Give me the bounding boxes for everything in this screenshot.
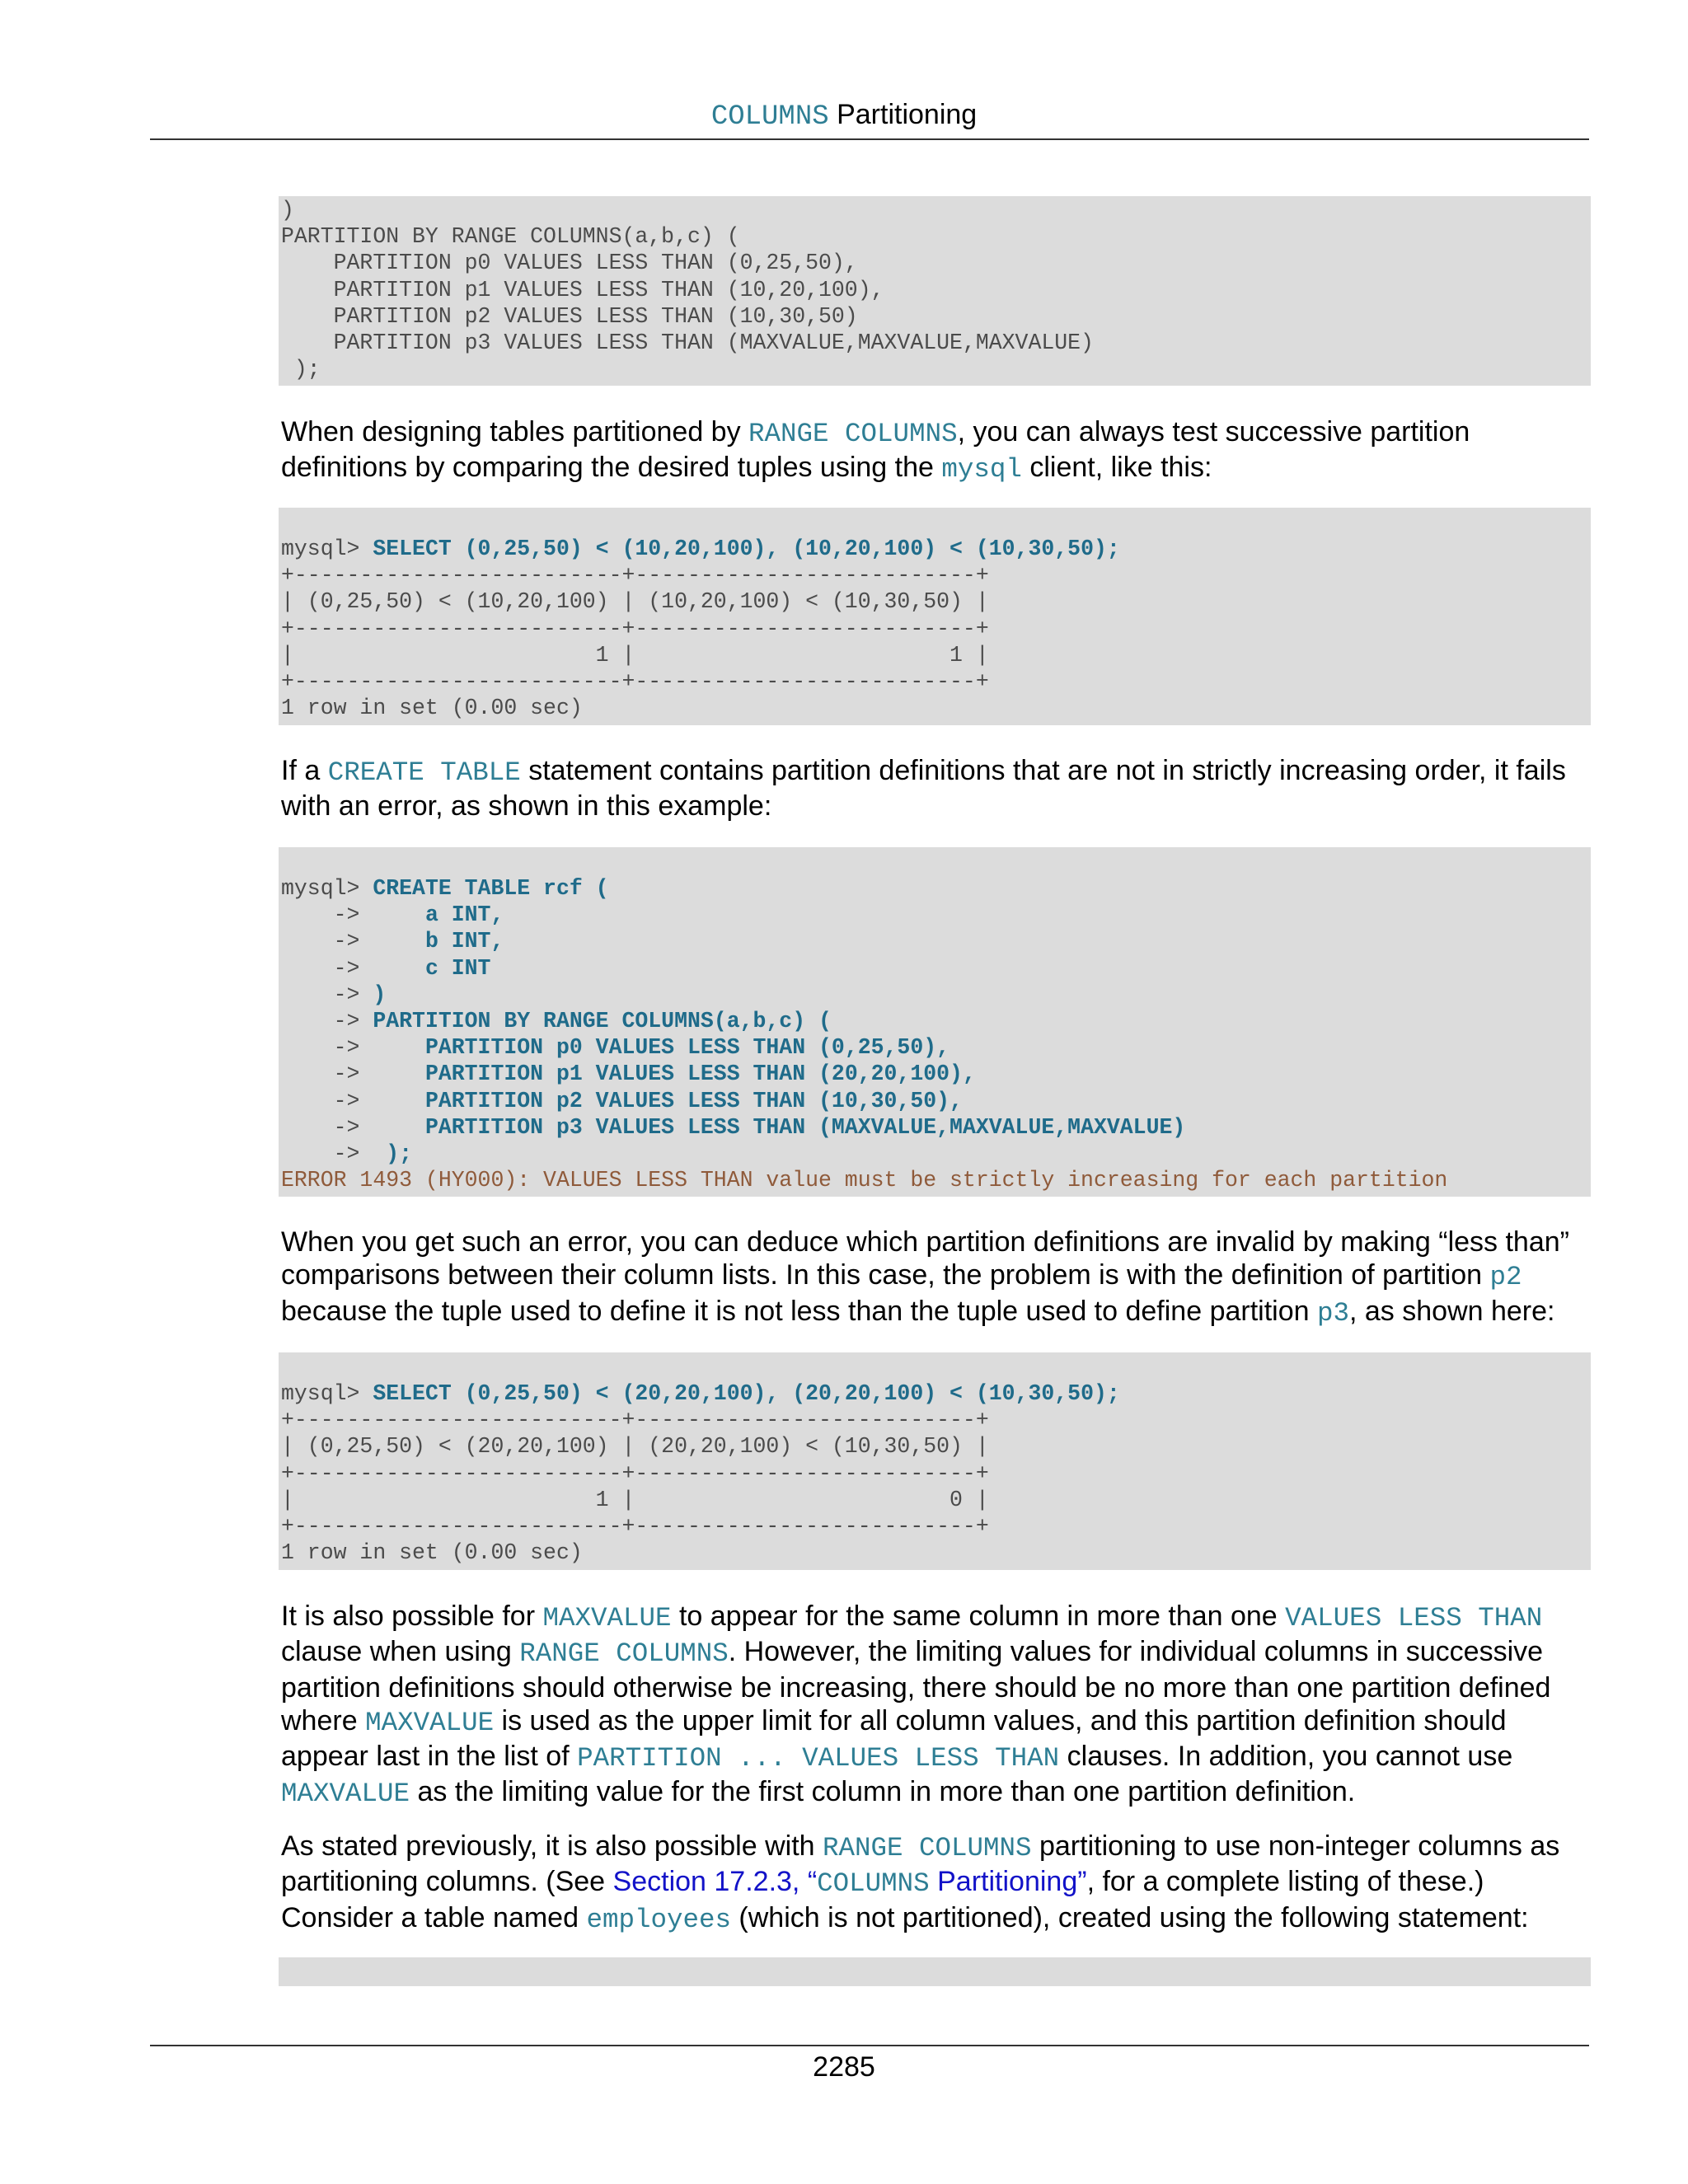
code-block-create-table-rcf <box>279 847 1591 1197</box>
code-line <box>281 536 1591 562</box>
command: ); <box>386 1141 413 1166</box>
prompt: -> <box>281 1008 373 1033</box>
code-block-select-comparison-2 <box>279 1352 1591 1570</box>
command: PARTITION p0 VALUES LESS THAN (0,25,50), <box>424 1035 950 1061</box>
footer-rule <box>150 2045 1589 2046</box>
inline-code: p2 <box>1489 1262 1522 1293</box>
code-line <box>281 1008 1591 1034</box>
inline-code: MAXVALUE <box>365 1707 495 1738</box>
code-line <box>281 1088 1591 1114</box>
code-line <box>281 955 1591 982</box>
prompt: -> <box>281 1141 387 1166</box>
output-line: 1 row in set (0.00 sec) <box>281 1540 583 1566</box>
prompt: mysql> <box>281 537 373 561</box>
command: CREATE TABLE rcf ( <box>373 876 609 901</box>
text: because the tuple used to define it is not less than the tuple used to define partition <box>281 1295 1317 1327</box>
code-line <box>281 1114 1591 1141</box>
prompt: -> <box>281 982 373 1007</box>
code-block-select-comparison-1 <box>279 508 1591 725</box>
inline-code: mysql <box>941 454 1022 485</box>
code-block-employees-start <box>279 1957 1591 1986</box>
prompt: -> <box>281 1062 425 1087</box>
code-line <box>281 875 1591 902</box>
code-line <box>281 902 1591 928</box>
page-number: 2285 <box>813 2051 875 2083</box>
command: PARTITION p2 VALUES LESS THAN (10,30,50), <box>424 1088 963 1113</box>
link-inline-code: COLUMNS <box>817 1868 930 1900</box>
inline-code: p3 <box>1316 1297 1349 1329</box>
prompt: -> <box>281 1088 425 1113</box>
prompt: mysql> <box>281 1381 373 1406</box>
code-line <box>281 1034 1591 1061</box>
code-line <box>281 1061 1591 1087</box>
header-code: COLUMNS <box>710 101 829 133</box>
section-link[interactable] <box>612 1866 1087 1900</box>
text: statement contains partition definitions that are not in strictly increasing order, it fails with an error, as shown in this example: <box>281 755 1566 823</box>
code-line: ); <box>281 357 321 382</box>
prompt: -> <box>281 929 425 954</box>
command: PARTITION p3 VALUES LESS THAN (MAXVALUE,MAXVALUE,MAXVALUE) <box>424 1114 1186 1140</box>
code-line: PARTITION p1 VALUES LESS THAN (10,20,100), <box>281 277 884 302</box>
output-line: +-------------------------+--------------------------+ <box>281 1408 989 1433</box>
output-line: +-------------------------+--------------------------+ <box>281 1513 989 1539</box>
code-line: PARTITION p3 VALUES LESS THAN (MAXVALUE,MAXVALUE,MAXVALUE) <box>281 330 1094 355</box>
prompt: -> <box>281 902 425 928</box>
inline-code: RANGE COLUMNS <box>519 1638 729 1670</box>
command: b INT, <box>424 929 504 954</box>
page-header <box>0 96 1688 136</box>
code-line: ) <box>281 198 294 223</box>
prompt: -> <box>281 1114 425 1140</box>
paragraph-maxvalue-rules <box>281 1600 1596 1811</box>
text: , as shown here: <box>1349 1295 1555 1327</box>
code-line <box>281 1380 1591 1407</box>
paragraph-deduce-invalid <box>281 1226 1596 1330</box>
code-block-partition-definition <box>279 196 1591 386</box>
text: clause when using <box>281 1636 520 1668</box>
inline-code: VALUES LESS THAN <box>1285 1603 1543 1633</box>
text: . However, the limiting values for individual columns in successive partition definitions should otherwise be increasing, there should be no more than one partition defined where <box>281 1636 1551 1736</box>
command: SELECT (0,25,50) < (10,20,100), (10,20,100) < (10,30,50); <box>373 537 1120 561</box>
text: as the limiting value for the first column in more than one partition definition. <box>410 1776 1356 1808</box>
inline-code: RANGE COLUMNS <box>823 1833 1032 1863</box>
command: c INT <box>424 955 491 981</box>
command: a INT, <box>424 902 504 928</box>
code-line <box>281 982 1591 1008</box>
command: PARTITION p1 VALUES LESS THAN (20,20,100), <box>424 1062 976 1087</box>
output-line: | 1 | 1 | <box>281 642 989 668</box>
code-line: PARTITION BY RANGE COLUMNS(a,b,c) ( <box>281 224 740 250</box>
output-line: | (0,25,50) < (20,20,100) | (20,20,100) < (10,30,50) | <box>281 1434 989 1460</box>
code-line: PARTITION p0 VALUES LESS THAN (0,25,50), <box>281 251 858 276</box>
prompt: -> <box>281 955 425 981</box>
header-title: Partitioning <box>828 99 978 130</box>
text: partitioning to use non-integer columns as partitioning columns. (See <box>281 1830 1560 1898</box>
inline-code: RANGE COLUMNS <box>748 419 958 449</box>
text: is used as the upper limit for all column values, and this partition definition should appear last in the list of <box>281 1704 1507 1773</box>
output-line: | 1 | 0 | <box>281 1487 989 1512</box>
command: PARTITION BY RANGE COLUMNS(a,b,c) ( <box>373 1008 832 1033</box>
command: SELECT (0,25,50) < (20,20,100), (20,20,100) < (10,30,50); <box>373 1381 1120 1406</box>
link-text: Partitioning” <box>929 1866 1087 1898</box>
text: client, like this: <box>1021 452 1212 484</box>
code-line <box>281 928 1591 954</box>
text: clauses. In addition, you cannot use <box>1059 1741 1513 1773</box>
inline-code: PARTITION ... VALUES LESS THAN <box>577 1743 1060 1774</box>
paragraph-create-table-error <box>281 754 1596 823</box>
text: When you get such an error, you can deduce which partition definitions are invalid by making “less than” comparisons between their column lists. In this case, the problem is with the definition of partition <box>281 1226 1569 1291</box>
inline-code: MAXVALUE <box>281 1779 410 1810</box>
inline-code: CREATE TABLE <box>327 757 521 788</box>
text: It is also possible for <box>281 1601 543 1632</box>
text: When designing tables partitioned by <box>281 416 749 448</box>
paragraph-test-tuples <box>281 415 1596 487</box>
text: If a <box>281 755 328 786</box>
header-rule <box>150 138 1589 140</box>
text: to appear for the same column in more than one <box>671 1601 1286 1632</box>
text: , for a complete listing of these.) Consider a table named <box>281 1866 1484 1933</box>
output-line: +-------------------------+--------------------------+ <box>281 668 989 694</box>
text: (which is not partitioned), created using the following statement: <box>730 1901 1529 1933</box>
link-text: Section 17.2.3, “ <box>612 1866 818 1898</box>
paragraph-non-integer-columns <box>281 1830 1596 1937</box>
code-line: PARTITION p2 VALUES LESS THAN (10,30,50) <box>281 303 858 329</box>
text: As stated previously, it is also possible with <box>281 1830 823 1862</box>
error-message: ERROR 1493 (HY000): VALUES LESS THAN value must be strictly increasing for each partition <box>281 1168 1448 1193</box>
output-line: | (0,25,50) < (10,20,100) | (10,20,100) < (10,30,50) | <box>281 589 989 615</box>
code-line <box>281 1141 1591 1167</box>
inline-code: employees <box>586 1904 731 1935</box>
output-line: +-------------------------+--------------------------+ <box>281 563 989 588</box>
prompt: -> <box>281 1035 425 1061</box>
output-line: +-------------------------+--------------------------+ <box>281 1460 989 1486</box>
text: , you can always test successive partition definitions by comparing the desired tuples using the <box>281 416 1470 484</box>
output-line: +-------------------------+--------------------------+ <box>281 616 989 641</box>
inline-code: MAXVALUE <box>542 1603 672 1633</box>
output-line: 1 row in set (0.00 sec) <box>281 696 583 721</box>
prompt: mysql> <box>281 876 373 901</box>
command: ) <box>373 982 387 1007</box>
